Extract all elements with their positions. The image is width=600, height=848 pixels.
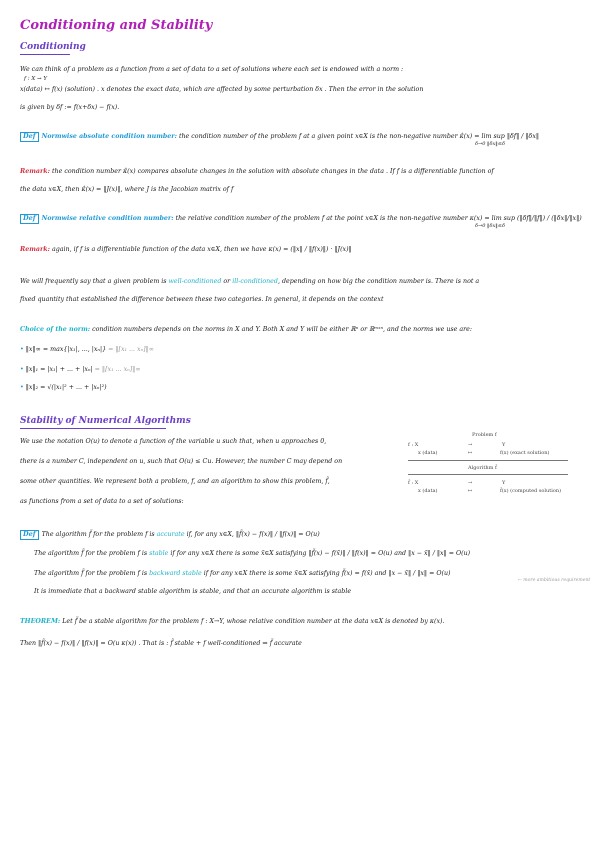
def-limits: δ→0 ‖δx‖≤δ	[475, 223, 505, 229]
term-accurate: accurate	[156, 531, 185, 538]
figure-row1-right: Y	[502, 442, 506, 448]
figure-row2-solution: f̃(x) (computed solution)	[500, 488, 562, 494]
para-text: or	[221, 278, 233, 285]
stability-paragraph-2: there is a number C, independent on u, such that O(u) ≤ Cu. However, the number C may depend on	[20, 458, 343, 465]
intro-line-2: x(data) ↦ f(x) (solution) . x denotes the exact data, which are affected by some perturbation δx . Then the error in the solution	[20, 86, 424, 93]
def-body: if for any x∈X there is some x̃∈X satisfying f̃(x) = f(x̃) and ‖x − x̃‖ / ‖x‖ = O(u)	[201, 570, 451, 577]
bullet-icon: •	[20, 384, 24, 391]
remark-tag: Remark:	[20, 246, 50, 253]
def-backward-stable	[34, 570, 451, 578]
norm-infinity	[20, 346, 154, 354]
norm-formula: ‖x‖₂ = √(|x₁|² + ... + |xₙ|²)	[25, 384, 107, 391]
remark-absolute-line-2: the data x∈X, then κ̂(x) = ‖J(x)‖, where J is the Jacobian matrix of f	[20, 186, 234, 193]
term-stable: stable	[149, 550, 169, 557]
figure-row1-solution: f(x) (exact solution)	[500, 450, 550, 456]
term-well-conditioned: well-conditioned	[168, 278, 222, 285]
def-body: The algorithm f̃ for the problem f is	[41, 531, 157, 538]
bullet-icon: •	[20, 346, 24, 353]
norms-heading: Choice of the norm:	[20, 326, 91, 333]
figure-row2-data: x (data)	[418, 488, 438, 494]
term-backward-stable: backward stable	[149, 570, 202, 577]
def-tag: Def	[20, 214, 39, 224]
norm-one	[20, 366, 141, 374]
figure-divider	[408, 474, 568, 475]
def-body: if, for any x∈X, ‖f̃(x) − f(x)‖ / ‖f(x)‖ = O(u)	[184, 531, 320, 538]
figure-divider	[408, 460, 568, 461]
conditioning-paragraph-1	[20, 278, 479, 286]
def-term: Normwise absolute condition number:	[41, 133, 177, 140]
conditioning-paragraph-2: fixed quantity that established the difference between these two categories. In general, it depends on the context	[20, 296, 384, 303]
def-body: The algorithm f̃ for the problem f is	[34, 550, 150, 557]
theorem-conclusion: Then ‖f̃(x) − f(x)‖ / ‖f(x)‖ = O(u κ(x)) . That is : f̃ stable + f well-conditioned ⇒ f̃ accurate	[20, 640, 302, 647]
backward-stable-note: ← more ambitious requirement	[518, 578, 591, 583]
section-heading-stability: Stability of Numerical Algorithms	[20, 416, 191, 426]
figure-row2-left: f̃ : X	[408, 480, 419, 486]
theorem-body: Let f̃ be a stable algorithm for the problem f : X→Y, whose relative condition number at the data x∈X is denoted by κ(x).	[60, 618, 445, 625]
remark-body: the condition number κ̂(x) compares absolute changes in the solution with absolute changes in the data . If f is a differentiable function of	[50, 168, 494, 175]
immediate-remark: It is immediate that a backward stable algorithm is stable, and that an accurate algorithm is stable	[34, 588, 352, 595]
figure-row1-data: x (data)	[418, 450, 438, 456]
def-stable	[34, 550, 470, 558]
figure-problem-label: Problem f	[472, 432, 497, 438]
term-ill-conditioned: ill-conditioned	[232, 278, 278, 285]
bullet-icon: •	[20, 366, 24, 373]
intro-line-1: We can think of a problem as a function from a set of data to a set of solutions where each set is endowed with a norm :	[20, 66, 404, 73]
intro-map: f : X → Y	[24, 76, 48, 82]
remark-relative	[20, 246, 352, 254]
figure-row1-left: f : X	[408, 442, 419, 448]
problem-algorithm-figure	[402, 424, 572, 502]
norm-formula: ‖x‖∞ = max{|x₁|, ..., |xₙ|}	[25, 346, 107, 353]
figure-row2-maps: ↦	[468, 488, 473, 494]
figure-row2-right: Y	[502, 480, 506, 486]
def-body: the relative condition number of the problem f at the point x∈X is the non-negative number κ(x) = lim sup (‖δf‖/‖f‖) / (‖δx‖/‖x‖)	[173, 215, 582, 222]
figure-row1-arrow: →	[468, 442, 473, 448]
remark-body: again, if f is a differentiable function of the data x∈X, then we have κ(x) = (‖x‖ / ‖f(x)‖) · ‖J(x)‖	[50, 246, 352, 253]
para-text: , depending on how big the condition number is. There is not a	[277, 278, 480, 285]
def-term: Normwise relative condition number:	[41, 215, 174, 222]
para-text: We will frequently say that a given problem is	[20, 278, 169, 285]
norms-intro	[20, 326, 472, 334]
remark-tag: Remark:	[20, 168, 50, 175]
intro-line-3: is given by δf := f(x+δx) − f(x).	[20, 104, 120, 111]
page-title: Conditioning and Stability	[20, 18, 213, 33]
section-heading-conditioning: Conditioning	[20, 42, 86, 52]
stability-paragraph-3: some other quantities. We represent both a problem, f, and an algorithm to show this problem, f̃,	[20, 478, 330, 485]
norm-two	[20, 384, 107, 392]
def-limits: δ→0 ‖δx‖≤δ	[475, 141, 505, 147]
def-absolute-condition	[20, 132, 539, 142]
theorem-tag: THEOREM:	[20, 618, 61, 625]
def-body: if for any x∈X there is some x̃∈X satisfying ‖f̃(x) − f(x̃)‖ / ‖f(x)‖ = O(u) and ‖x − x̃‖ / ‖x‖ = O(u)	[168, 550, 471, 557]
theorem	[20, 618, 444, 626]
figure-row2-arrow: →	[468, 480, 473, 486]
def-accurate	[20, 530, 320, 540]
def-tag: Def	[20, 530, 39, 540]
stability-paragraph-4: as functions from a set of data to a set of solutions:	[20, 498, 184, 505]
def-body: the condition number of the problem f at a given point x∈X is the non-negative number κ̂(x) = lim sup ‖δf‖ / ‖δx‖	[176, 133, 540, 140]
stability-paragraph-1: We use the notation O(u) to denote a function of the variable u such that, when u approaches 0,	[20, 438, 327, 445]
figure-algorithm-label: Algorithm f̃	[468, 465, 497, 471]
def-body: The algorithm f̃ for the problem f is	[34, 570, 150, 577]
remark-absolute	[20, 168, 494, 176]
heading-underline	[20, 428, 166, 429]
heading-underline	[20, 54, 70, 55]
norm-note: = ‖[x₁ ... xₙ]‖∞	[94, 366, 141, 373]
norm-formula: ‖x‖₁ = |x₁| + ... + |xₙ|	[25, 366, 93, 373]
norm-note: = ‖[x₁ ... xₙ]‖∞	[108, 346, 155, 353]
figure-row1-maps: ↦	[468, 450, 473, 456]
norms-body: condition numbers depends on the norms in X and Y. Both X and Y will be either ℝⁿ or ℝᵐˣⁿ, and the norms we use are:	[90, 326, 472, 333]
def-tag: Def	[20, 132, 39, 142]
